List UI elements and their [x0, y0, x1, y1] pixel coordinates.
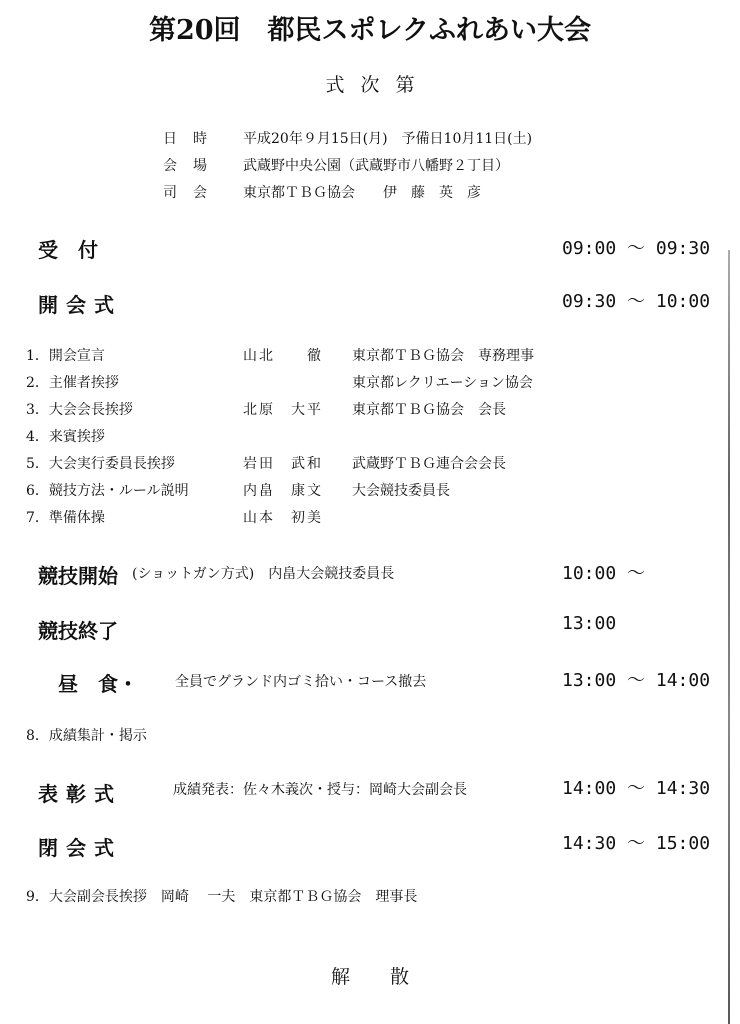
item-8-text: 8．成績集計・掲示 [26, 728, 147, 744]
section-opening-time: 09:30 ～ 10:00 [562, 291, 711, 312]
document-subtitle: 式次第 [325, 74, 431, 96]
section-competition-start-label: 競技開始 [38, 564, 118, 588]
document-title: 第20回 都民スポレクふれあい大会 [148, 15, 592, 46]
item-4-text: 4．来賓挨拶 [26, 429, 105, 445]
info-date-value: 平成20年９月15日(月) 予備日10月11日(土) [243, 131, 533, 147]
info-venue-label: 会場 [163, 158, 223, 174]
item-1-text: 1．開会宣言 [26, 348, 105, 364]
item-2-text: 2．主催者挨拶 [26, 375, 119, 391]
section-reception-time: 09:00 ～ 09:30 [562, 238, 711, 259]
item-2-org: 東京都レクリエーション協会 [352, 375, 533, 391]
item-3-org: 東京都ＴＢＧ協会 会長 [352, 402, 506, 418]
section-opening-label: 開会式 [38, 293, 122, 317]
item-6-org: 大会競技委員長 [352, 483, 450, 499]
section-closing-label: 閉会式 [38, 836, 122, 860]
scan-edge-line [728, 250, 730, 1024]
section-awards-note: 成績発表：佐々木義次・授与：岡崎大会副会長 [173, 782, 467, 798]
section-competition-start-time: 10:00 ～ [562, 563, 646, 584]
info-venue-value: 武蔵野中央公園（武蔵野市八幡野２丁目） [243, 158, 509, 174]
section-lunch-time: 13:00 ～ 14:00 [562, 670, 711, 691]
item-3-name: 北原 大平 [243, 402, 323, 418]
item-5-name: 岩田 武和 [243, 456, 323, 472]
item-5-org: 武蔵野ＴＢＧ連合会会長 [352, 456, 506, 472]
item-3-text: 3．大会会長挨拶 [26, 402, 133, 418]
item-1-name: 山北 徹 [243, 348, 323, 364]
section-lunch-note: 全員でグランド内ゴミ拾い・コース撤去 [175, 674, 427, 690]
section-competition-start-note: (ショットガン方式) 内畠大会競技委員長 [132, 566, 395, 582]
section-competition-end-label: 競技終了 [38, 619, 118, 643]
item-9-text: 9．大会副会長挨拶 岡崎 一夫 東京都ＴＢＧ協会 理事長 [26, 889, 418, 905]
section-awards-label: 表彰式 [38, 782, 122, 806]
info-mc-value: 東京都ＴＢＧ協会 伊 藤 英 彦 [243, 185, 481, 201]
section-reception-label: 受 付 [38, 238, 98, 262]
info-date-label: 日時 [163, 131, 223, 147]
item-7-name: 山本 初美 [243, 510, 323, 526]
section-awards-time: 14:00 ～ 14:30 [562, 778, 711, 799]
info-mc-label: 司会 [163, 185, 223, 201]
section-closing-time: 14:30 ～ 15:00 [562, 833, 711, 854]
section-competition-end-time: 13:00 [562, 613, 617, 634]
item-1-org: 東京都ＴＢＧ協会 専務理事 [352, 348, 534, 364]
item-7-text: 7．準備体操 [26, 510, 105, 526]
item-5-text: 5．大会実行委員長挨拶 [26, 456, 175, 472]
item-6-name: 内畠 康文 [243, 483, 323, 499]
item-6-text: 6．競技方法・ルール説明 [26, 483, 189, 499]
section-lunch-label: 昼 食・ [58, 672, 138, 696]
dismissal-label: 解散 [330, 966, 449, 988]
